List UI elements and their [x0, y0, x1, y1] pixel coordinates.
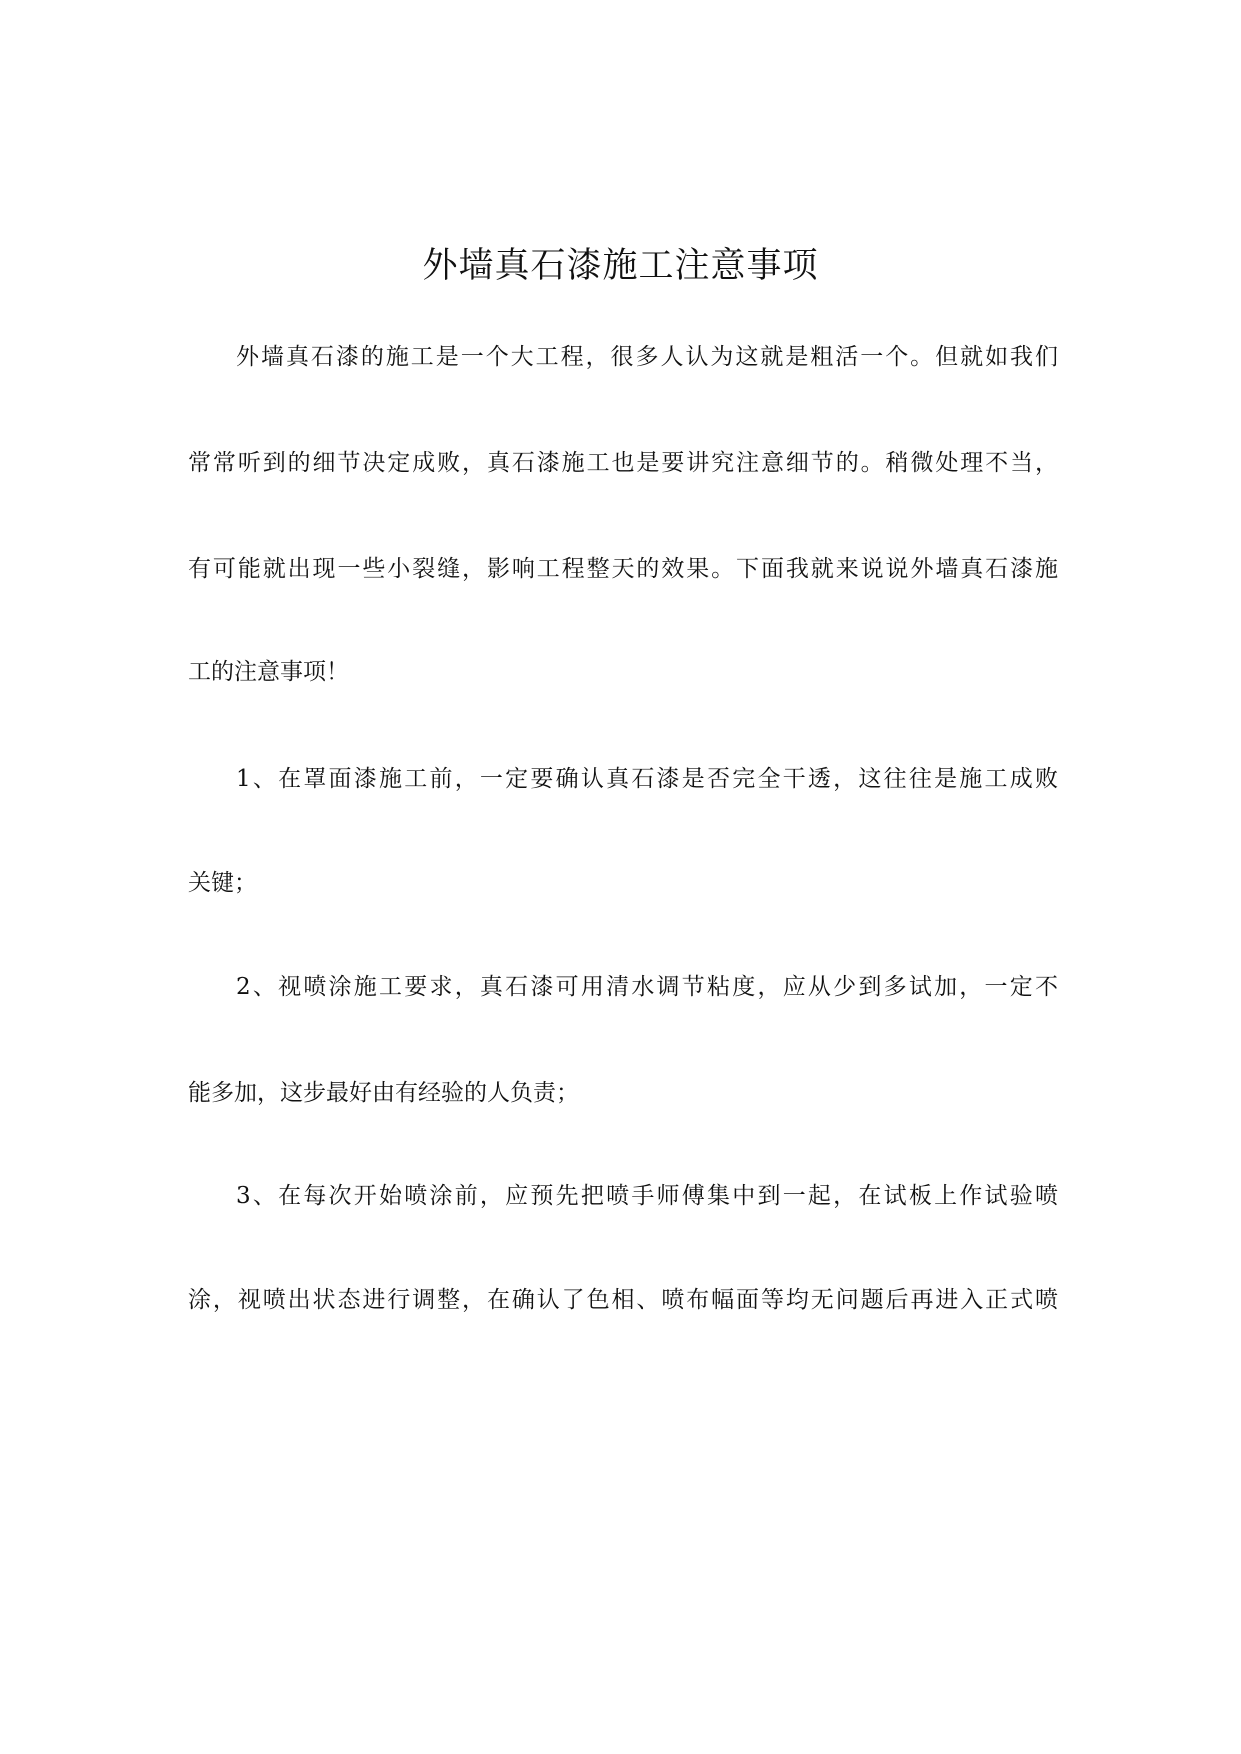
paragraph-line: 有可能就出现一些小裂缝，影响工程整天的效果。下面我就来说说外墙真石漆施	[188, 556, 1058, 582]
list-item-line: 3、在每次开始喷涂前，应预先把喷手师傅集中到一起，在试板上作试验喷	[236, 1183, 1058, 1209]
paragraph-line: 常常听到的细节决定成败，真石漆施工也是要讲究注意细节的。稍微处理不当，	[188, 450, 1058, 476]
list-item-line: 涂，视喷出状态进行调整，在确认了色相、喷布幅面等均无问题后再进入正式喷	[188, 1287, 1058, 1313]
paragraph-line: 外墙真石漆的施工是一个大工程，很多人认为这就是粗活一个。但就如我们	[236, 344, 1058, 370]
list-item-line: 能多加，这步最好由有经验的人负责；	[188, 1080, 579, 1106]
list-item-line: 关键；	[188, 870, 257, 896]
list-item-line: 2、视喷涂施工要求，真石漆可用清水调节粘度，应从少到多试加，一定不	[236, 974, 1058, 1000]
paragraph-line: 工的注意事项！	[188, 659, 349, 685]
document-title: 外墙真石漆施工注意事项	[422, 246, 819, 286]
list-item-line: 1、在罩面漆施工前，一定要确认真石漆是否完全干透，这往往是施工成败	[236, 766, 1058, 792]
